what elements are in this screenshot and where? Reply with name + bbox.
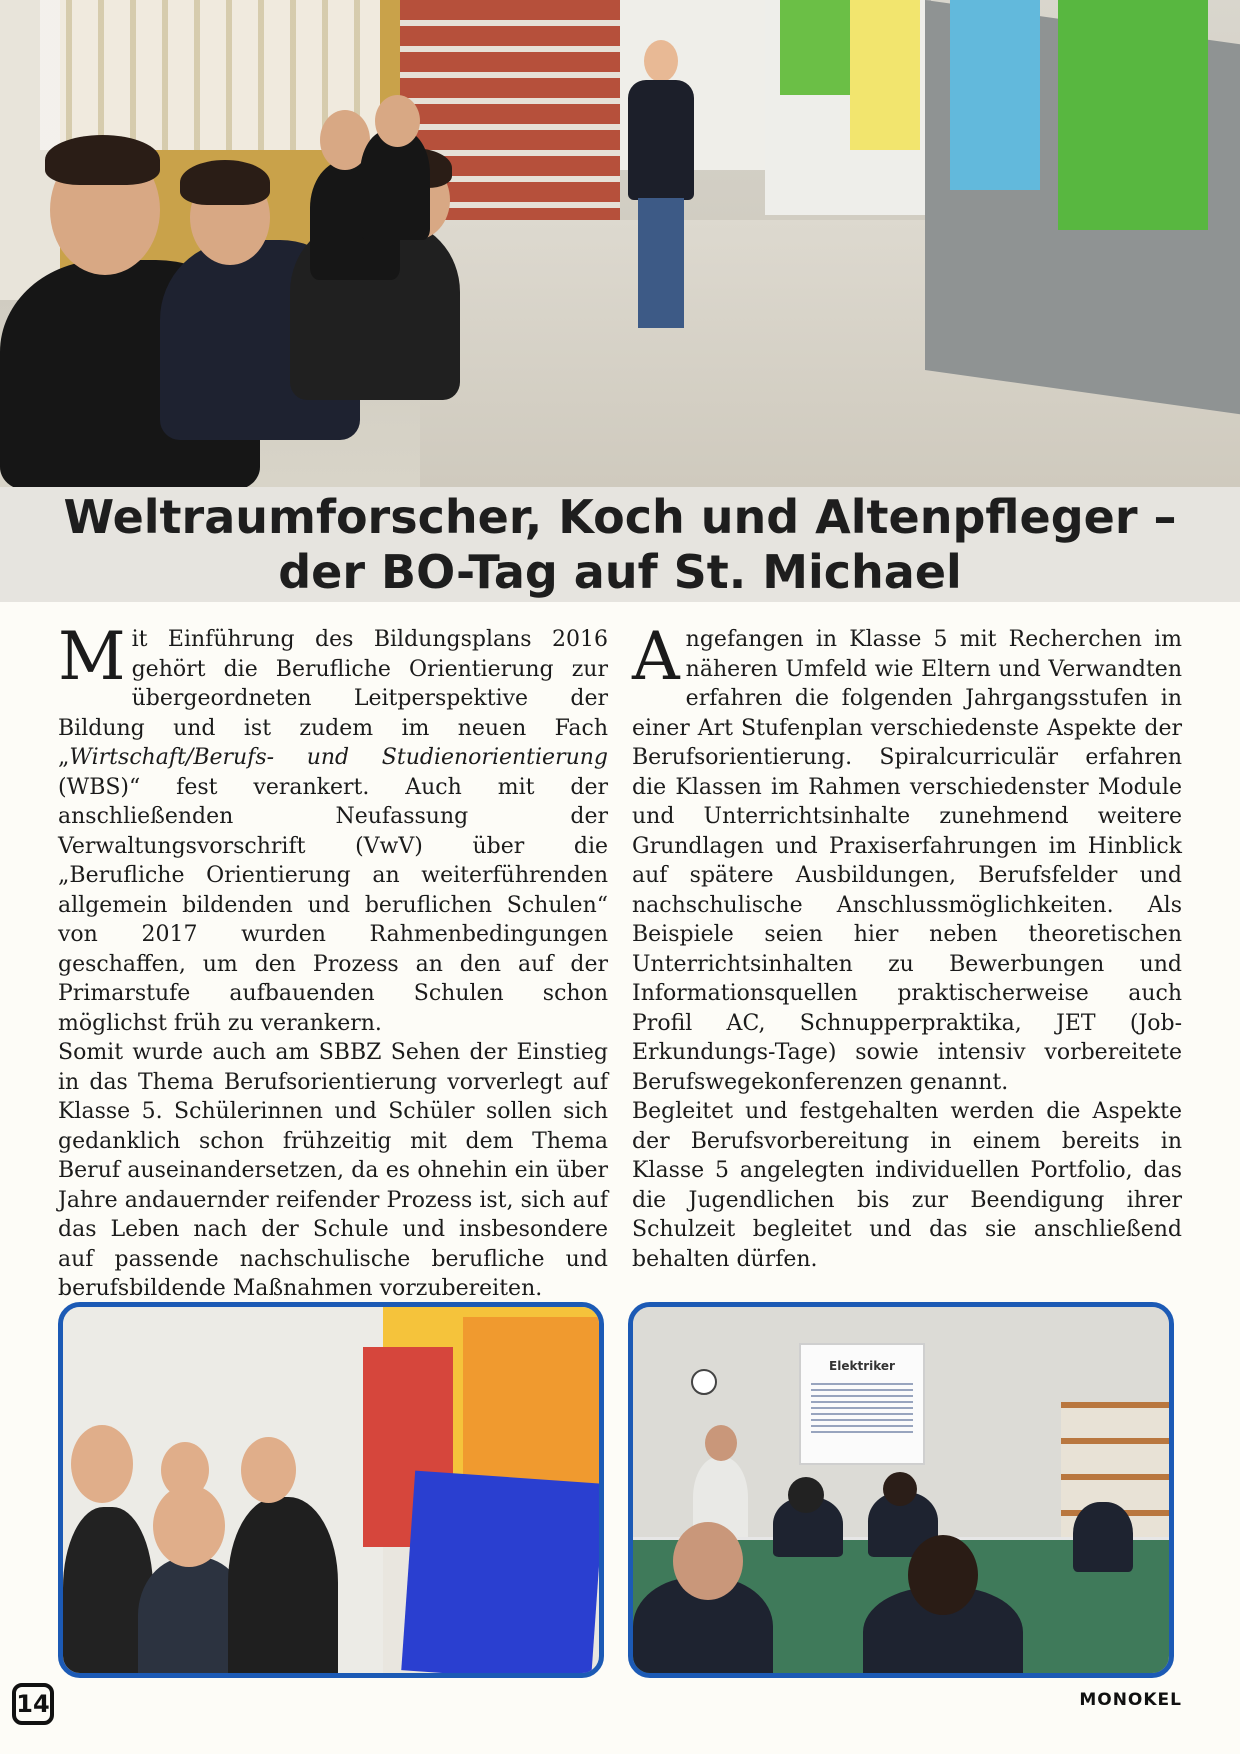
dropcap-m: M: [58, 618, 126, 695]
article-column-right: [632, 618, 1182, 1274]
left-paragraph-2: Somit wurde auch am SBBZ Sehen der Einstieg in das Thema Berufsorientierung vorverlegt auf Klasse 5. Schülerinnen und Schüler sollen sich gedanklich schon frühzeitig mit dem Thema Beruf auseinandersetzen, da es ohnehin ein über Jahre andauernder reifender Prozess ist, sich auf das Leben nach der Schule und insbesondere auf passende nachschulische berufliche und berufsbildende Maßnahmen vorzubereiten.: [58, 1040, 608, 1301]
left-p1-italic: Wirtschaft/Berufs- und Studienorientierung: [69, 745, 608, 770]
article-title-line-2: der BO-Tag auf St. Michael: [278, 545, 962, 599]
left-paragraph-1: [58, 618, 608, 1038]
right-p1-text: ngefangen in Klasse 5 mit Recherchen im näheren Umfeld wie Eltern und Verwandten erfahren die folgenden Jahrgangsstufen in einer Art Stufenplan verschiedenste Aspekte der Berufsorientierung. Spiralcurriculär erfahren die Klassen im Rahmen verschiedenster Module und Unterrichtsinhalte zunehmend weitere Grundlagen und Praxiserfahrungen im Hinblick auf spätere Ausbildungen, Berufsfelder und nachschulische Anschlussmöglichkeiten. Als Beispiele seien hier neben theoretischen Unterrichtsinhalten zu Bewerbungen und Informationsquellen praktischerweise auch Profil AC, Schnupperpraktika, JET (Job-Erkundungs-Tage) sowie intensiv vorbereitete Berufswegekonferenzen genannt.: [632, 627, 1182, 1095]
hero-poster-green-large: [1058, 0, 1208, 230]
hero-photo: [0, 0, 1240, 487]
photo-poster-presentation: [58, 1302, 604, 1678]
left-p1-text-b: (WBS)“ fest verankert. Auch mit der anschließenden Neufassung der Verwaltungsvorschrift (VwV) über die „Berufliche Orientierung an weiterführenden allgemein bildenden und beruflichen Schulen“ von 2017 wurden Rahmenbedingungen geschaffen, um den Prozess an den auf der Primarstufe aufbauenden Schulen schon möglichst früh zu verankern.: [58, 774, 608, 1036]
dropcap-a: A: [632, 618, 680, 695]
projection-screen-title: Elektriker: [829, 1359, 895, 1373]
article-title-line-1: Weltraumforscher, Koch und Altenpfleger –: [63, 490, 1177, 544]
page-number: 14: [12, 1683, 54, 1725]
hero-poster-blue: [950, 0, 1040, 190]
right-paragraph-2: Begleitet und festgehalten werden die Aspekte der Berufsvorbereitung in einem bereits in Klasse 5 angelegten individuellen Portfolio, das die Jugendlichen bis zur Beendigung ihrer Schulzeit begleitet und das sie anschließend behalten dürfen.: [632, 1099, 1182, 1272]
hero-seated-students: [0, 90, 560, 487]
projection-screen: [801, 1345, 923, 1463]
photo-classroom-elektriker: [628, 1302, 1174, 1678]
clock-icon: [691, 1369, 717, 1395]
article-title: [0, 490, 1240, 600]
right-paragraph-1: [632, 618, 1182, 1097]
left-p1-text-a: it Einführung des Bildungsplans 2016 gehört die Berufliche Orientierung zur übergeordneten Leitperspektive der Bildung und ist zudem im neuen Fach „: [58, 627, 608, 770]
hero-poster-green: [780, 0, 850, 95]
article-column-left: [58, 618, 608, 1304]
hero-presenting-student: [618, 40, 702, 340]
magazine-brand: MONOKEL: [1079, 1690, 1182, 1710]
hero-poster-yellow: [850, 0, 920, 150]
